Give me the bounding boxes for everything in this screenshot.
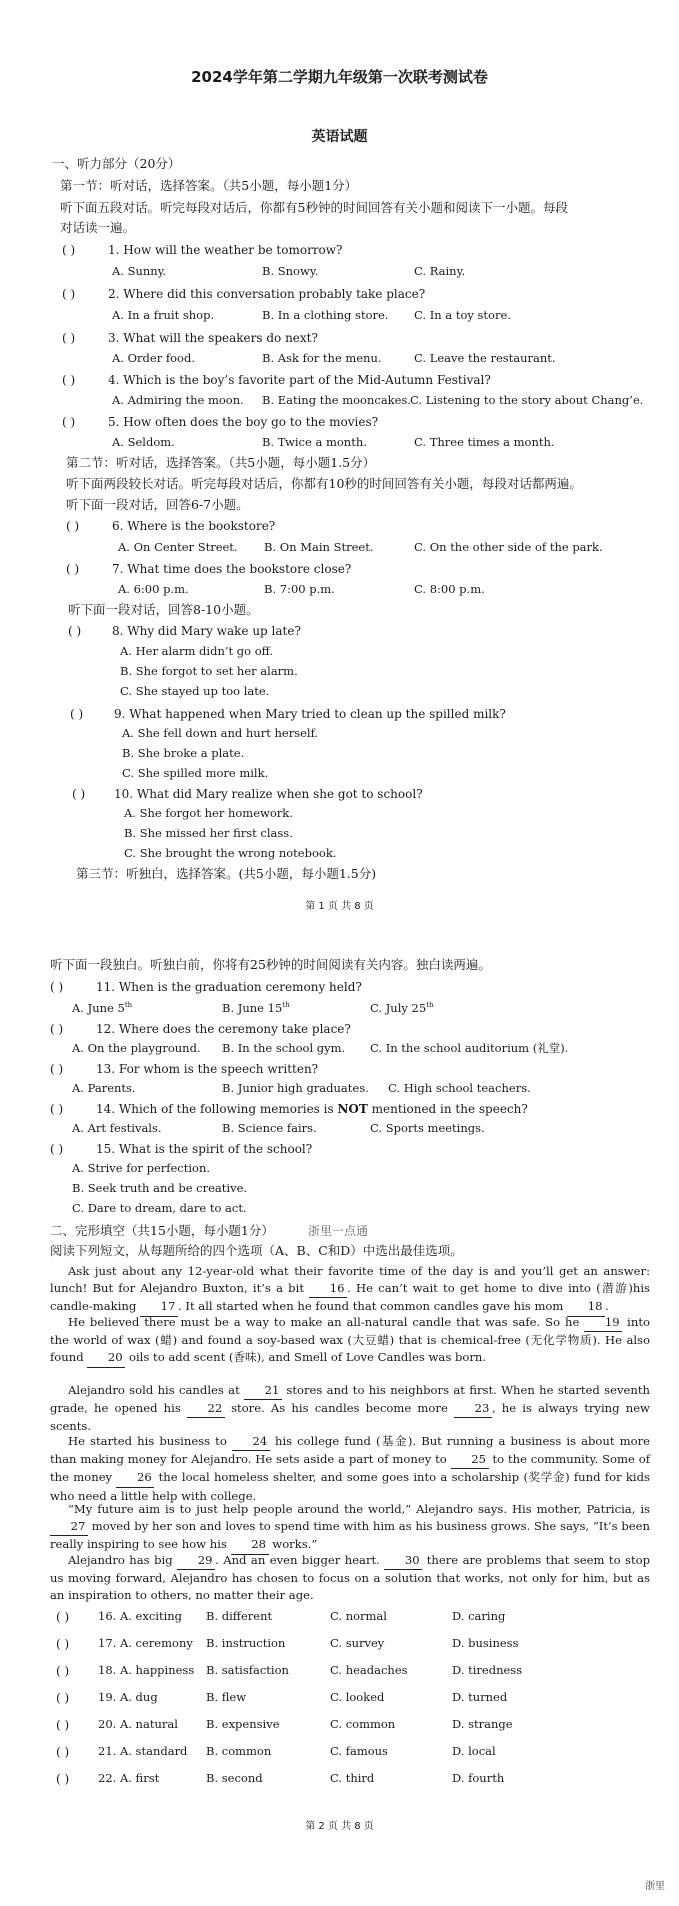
answer-paren: ( )	[50, 1062, 64, 1076]
option-b: B. In the school gym.	[222, 1041, 346, 1055]
question-stem: 15. What is the spirit of the school?	[96, 1142, 313, 1156]
option-b: B. Science fairs.	[222, 1121, 317, 1135]
answer-paren: ( )	[56, 1772, 70, 1786]
option-c: C. survey	[330, 1636, 385, 1650]
blank-29: 29	[177, 1552, 215, 1570]
option-c: C. headaches	[330, 1663, 408, 1677]
option-d: D. caring	[452, 1609, 506, 1623]
option-b: B. She broke a plate.	[122, 746, 245, 760]
passage-text: to the community. Some of the money	[50, 1452, 650, 1485]
passage-paragraph-2	[50, 1314, 650, 1368]
question-stem: 5. How often does the boy go to the movies?	[108, 415, 379, 429]
option-a: A. Parents.	[72, 1081, 136, 1095]
option-a: 17. A. ceremony	[98, 1636, 193, 1650]
section2-instruction: 听下面两段较长对话。听完每段对话后，你都有10秒的时间回答有关小题，每段对话都两遍。	[66, 476, 582, 491]
option-c: C. Rainy.	[414, 264, 466, 278]
option-b: B. satisfaction	[206, 1663, 289, 1677]
option-c: C. third	[330, 1771, 375, 1785]
blank-27: 27	[50, 1518, 88, 1536]
stem-text: 14. Which of the following memories is	[96, 1102, 338, 1116]
stem-text: mentioned in the speech?	[367, 1102, 528, 1116]
question-stem: 4. Which is the boy’s favorite part of the Mid-Autumn Festival?	[108, 373, 491, 387]
passage-text: Ask just about any 12-year-old what their favorite time of the day is and you’ll get an answer: lunch! But for Alejandro Buxton, it’s a bit	[50, 1264, 650, 1296]
option-b: B. She forgot to set her alarm.	[120, 664, 298, 678]
blank-26: 26	[116, 1469, 154, 1487]
stem-emphasis: NOT	[337, 1102, 368, 1116]
option-c: C. High school teachers.	[388, 1081, 531, 1095]
passage-text: , he is always trying new scents.	[50, 1401, 650, 1434]
option-c: C. On the other side of the park.	[414, 540, 603, 554]
answer-paren: ( )	[62, 373, 76, 387]
blank-18: 18	[567, 1298, 605, 1316]
option-a: A. Art festivals.	[72, 1121, 162, 1135]
blank-22: 22	[187, 1400, 225, 1418]
passage-text: moved by her son and loves to spend time with him as his business grows. She says, “It’s been really inspiring to see how his	[50, 1519, 650, 1552]
option-b: B. second	[206, 1771, 263, 1785]
passage-text: . He can’t wait to get home to dive into (潜游)his candle-making	[50, 1281, 650, 1314]
passage-text: there are problems that seem to stop us moving forward, Alejandro has chosen to focus on a solution that works, not only for him, but as an inspiration to others, no matter their age.	[50, 1553, 651, 1603]
blank-28: 28	[231, 1536, 269, 1554]
option-a: A. Admiring the moon.	[112, 393, 244, 407]
question-stem: 7. What time does the bookstore close?	[112, 562, 352, 576]
blank-17: 17	[140, 1298, 178, 1316]
passage-paragraph-5	[50, 1501, 650, 1555]
passage-text: his college fund (基金). But running a business is about more than making money for Alejandro. He sets aside a part of money to	[50, 1434, 650, 1467]
option-a: 20. A. natural	[98, 1717, 178, 1731]
option-b: B. In a clothing store.	[262, 308, 389, 322]
option-c: C. looked	[330, 1690, 385, 1704]
passage-text: store. As his candles become more	[224, 1401, 454, 1416]
blank-21: 21	[244, 1382, 282, 1400]
option-a: A. Her alarm didn’t go off.	[120, 644, 274, 658]
exam-page-1	[0, 0, 679, 925]
option-d: D. local	[452, 1744, 496, 1758]
option-b: B. She missed her first class.	[124, 826, 293, 840]
option-c: C. She stayed up too late.	[120, 684, 270, 698]
option-c: C. Listening to the story about Chang’e.	[410, 393, 644, 407]
question-stem: 1. How will the weather be tomorrow?	[108, 243, 343, 257]
cloze-instruction: 阅读下列短文，从每题所给的四个选项（A、B、C和D）中选出最佳选项。	[50, 1243, 463, 1258]
answer-paren: ( )	[56, 1745, 70, 1759]
option-c: C. Dare to dream, dare to act.	[72, 1201, 247, 1215]
section3-heading: 第三节：听独白，选择答案。(共5小题，每小题1.5分)	[76, 866, 377, 881]
option-a: 18. A. happiness	[98, 1663, 195, 1677]
option-c: C. famous	[330, 1744, 388, 1758]
ordinal-suffix: th	[124, 1001, 133, 1009]
blank-30: 30	[384, 1552, 422, 1570]
option-c: C. normal	[330, 1609, 387, 1623]
passage-text: the local homeless shelter, and some goes into a scholarship (奖学金) fund for kids who need a little help with college.	[50, 1470, 650, 1503]
option-a: 16. A. exciting	[98, 1609, 183, 1623]
answer-paren: ( )	[50, 1102, 64, 1116]
option-b: B. Eating the mooncakes.	[262, 393, 412, 407]
section2-instruction-q8-10: 听下面一段对话，回答8-10小题。	[68, 602, 259, 617]
passage-paragraph-6	[50, 1552, 650, 1605]
blank-24: 24	[232, 1433, 270, 1451]
question-stem: 2. Where did this conversation probably take place?	[108, 287, 426, 301]
option-a	[72, 1002, 132, 1014]
option-c: C. Sports meetings.	[370, 1121, 485, 1135]
option-c: C. She brought the wrong notebook.	[124, 846, 337, 860]
exam-subtitle: 英语试题	[311, 129, 368, 145]
passage-text: into the world of wax (蜡) and found a soy-based wax (大豆蜡) that is chemical-free (无化学物质). He also found	[50, 1315, 650, 1365]
option-a-text: A. June 5	[72, 1000, 125, 1015]
option-a: A. She fell down and hurt herself.	[122, 726, 319, 740]
answer-paren: ( )	[50, 1142, 64, 1156]
blank-16: 16	[309, 1280, 347, 1298]
option-b: B. instruction	[206, 1636, 286, 1650]
section1-instruction-cont: 对话读一遍。	[60, 220, 136, 235]
corner-watermark: 浙里	[645, 1881, 665, 1892]
part1-heading: 一、听力部分（20分）	[52, 156, 181, 171]
option-b: B. Junior high graduates.	[222, 1081, 369, 1095]
answer-paren: ( )	[50, 1022, 64, 1036]
ordinal-suffix: th	[426, 1001, 434, 1009]
question-stem: 9. What happened when Mary tried to clean up the spilled milk?	[114, 707, 506, 721]
option-a: A. 6:00 p.m.	[118, 582, 189, 596]
passage-paragraph-4	[50, 1433, 650, 1505]
answer-paren: ( )	[56, 1610, 70, 1624]
option-b: B. common	[206, 1744, 272, 1758]
question-stem: 10. What did Mary realize when she got to school?	[114, 787, 423, 801]
option-a: 19. A. dug	[98, 1690, 158, 1704]
answer-paren: ( )	[56, 1718, 70, 1732]
question-stem: 11. When is the graduation ceremony held?	[96, 980, 362, 994]
option-a: A. In a fruit shop.	[112, 308, 215, 322]
option-a: A. She forgot her homework.	[124, 806, 293, 820]
option-b: B. expensive	[206, 1717, 280, 1731]
answer-paren: ( )	[72, 787, 86, 801]
option-b: B. Twice a month.	[262, 435, 367, 449]
answer-paren: ( )	[62, 331, 76, 345]
passage-text: stores and to his neighbors at first. When he started seventh grade, he opened his	[50, 1383, 650, 1416]
option-a: A. On the playground.	[72, 1041, 201, 1055]
option-a: A. Sunny.	[112, 264, 167, 278]
passage-text: .	[605, 1299, 609, 1314]
blank-25: 25	[451, 1451, 489, 1469]
answer-paren: ( )	[62, 415, 76, 429]
blank-23: 23	[454, 1400, 492, 1418]
passage-text: Alejandro has big	[68, 1553, 178, 1567]
exam-title: 2024学年第二学期九年级第一次联考测试卷	[191, 68, 488, 86]
option-c-text: C. July 25	[370, 1000, 427, 1015]
section3-instruction: 听下面一段独白。听独白前，你将有25秒钟的时间阅读有关内容。独白读两遍。	[50, 957, 491, 972]
option-a: A. Strive for perfection.	[72, 1161, 211, 1175]
option-d: D. fourth	[452, 1771, 505, 1785]
option-c	[370, 1002, 434, 1014]
passage-paragraph-1	[50, 1263, 650, 1317]
passage-text: Alejandro sold his candles at	[68, 1383, 245, 1397]
option-a: A. Seldom.	[112, 435, 175, 449]
passage-text: He started his business to	[68, 1434, 232, 1448]
exam-page-2	[0, 925, 679, 1906]
answer-paren: ( )	[70, 707, 84, 721]
option-c: C. 8:00 p.m.	[414, 582, 485, 596]
brand-watermark: 浙里一点通	[308, 1224, 369, 1238]
option-c: C. In a toy store.	[414, 308, 511, 322]
option-d: D. turned	[452, 1690, 508, 1704]
page-footer: 第 2 页 共 8 页	[305, 1821, 374, 1832]
passage-text: “My future aim is to just help people around the world,” Alejandro says. His mother, Patricia, is	[68, 1502, 650, 1516]
passage-paragraph-3	[50, 1382, 650, 1436]
option-b: B. Snowy.	[262, 264, 319, 278]
option-b: B. Ask for the menu.	[262, 351, 382, 365]
option-a: A. On Center Street.	[118, 540, 238, 554]
option-d: D. business	[452, 1636, 519, 1650]
answer-paren: ( )	[56, 1691, 70, 1705]
option-a: A. Order food.	[112, 351, 195, 365]
option-b: B. On Main Street.	[264, 540, 374, 554]
question-stem: 8. Why did Mary wake up late?	[112, 624, 301, 638]
blank-20: 20	[87, 1349, 125, 1367]
answer-paren: ( )	[62, 287, 76, 301]
section1-instruction: 听下面五段对话。听完每段对话后，你都有5秒钟的时间回答有关小题和阅读下一小题。每段	[60, 200, 568, 215]
ordinal-suffix: th	[282, 1001, 290, 1009]
section2-instruction-q6-7: 听下面一段对话，回答6-7小题。	[66, 497, 249, 512]
answer-paren: ( )	[66, 519, 80, 533]
option-c: C. common	[330, 1717, 396, 1731]
answer-paren: ( )	[56, 1664, 70, 1678]
option-b: B. Seek truth and be creative.	[72, 1181, 248, 1195]
option-b	[222, 1002, 290, 1014]
passage-text: works.”	[268, 1537, 318, 1552]
blank-19: 19	[584, 1314, 622, 1332]
option-a: 21. A. standard	[98, 1744, 188, 1758]
answer-paren: ( )	[62, 243, 76, 257]
passage-text: oils to add scent (香味), and Smell of Love Candles was born.	[125, 1350, 487, 1365]
option-b: B. 7:00 p.m.	[264, 582, 335, 596]
passage-text: . And an even bigger heart.	[215, 1553, 385, 1567]
answer-paren: ( )	[68, 624, 82, 638]
passage-text: He believed there must be a way to make an all-natural candle that was safe. So he	[68, 1315, 585, 1329]
option-b: B. flew	[206, 1690, 247, 1704]
question-stem: 6. Where is the bookstore?	[112, 519, 276, 533]
option-a: 22. A. first	[98, 1771, 160, 1785]
option-d: D. strange	[452, 1717, 513, 1731]
answer-paren: ( )	[66, 562, 80, 576]
question-stem: 3. What will the speakers do next?	[108, 331, 318, 345]
page-footer: 第 1 页 共 8 页	[305, 901, 374, 912]
passage-text: . It all started when he found that common candles gave his mom	[178, 1299, 568, 1314]
option-c: C. In the school auditorium (礼堂).	[370, 1041, 569, 1055]
part2-heading: 二、完形填空（共15小题，每小题1分）	[50, 1223, 274, 1238]
section1-heading: 第一节：听对话，选择答案。（共5小题，每小题1分）	[60, 178, 358, 193]
question-stem: 12. Where does the ceremony take place?	[96, 1022, 351, 1036]
option-c: C. Three times a month.	[414, 435, 555, 449]
option-c: C. Leave the restaurant.	[414, 351, 556, 365]
option-c: C. She spilled more milk.	[122, 766, 269, 780]
section2-heading: 第二节：听对话，选择答案。（共5小题，每小题1.5分）	[66, 455, 376, 470]
question-stem: 13. For whom is the speech written?	[96, 1062, 319, 1076]
option-d: D. tiredness	[452, 1663, 523, 1677]
answer-paren: ( )	[50, 980, 64, 994]
question-stem	[96, 1103, 528, 1115]
option-b: B. different	[206, 1609, 273, 1623]
option-b-text: B. June 15	[222, 1000, 283, 1015]
answer-paren: ( )	[56, 1637, 70, 1651]
